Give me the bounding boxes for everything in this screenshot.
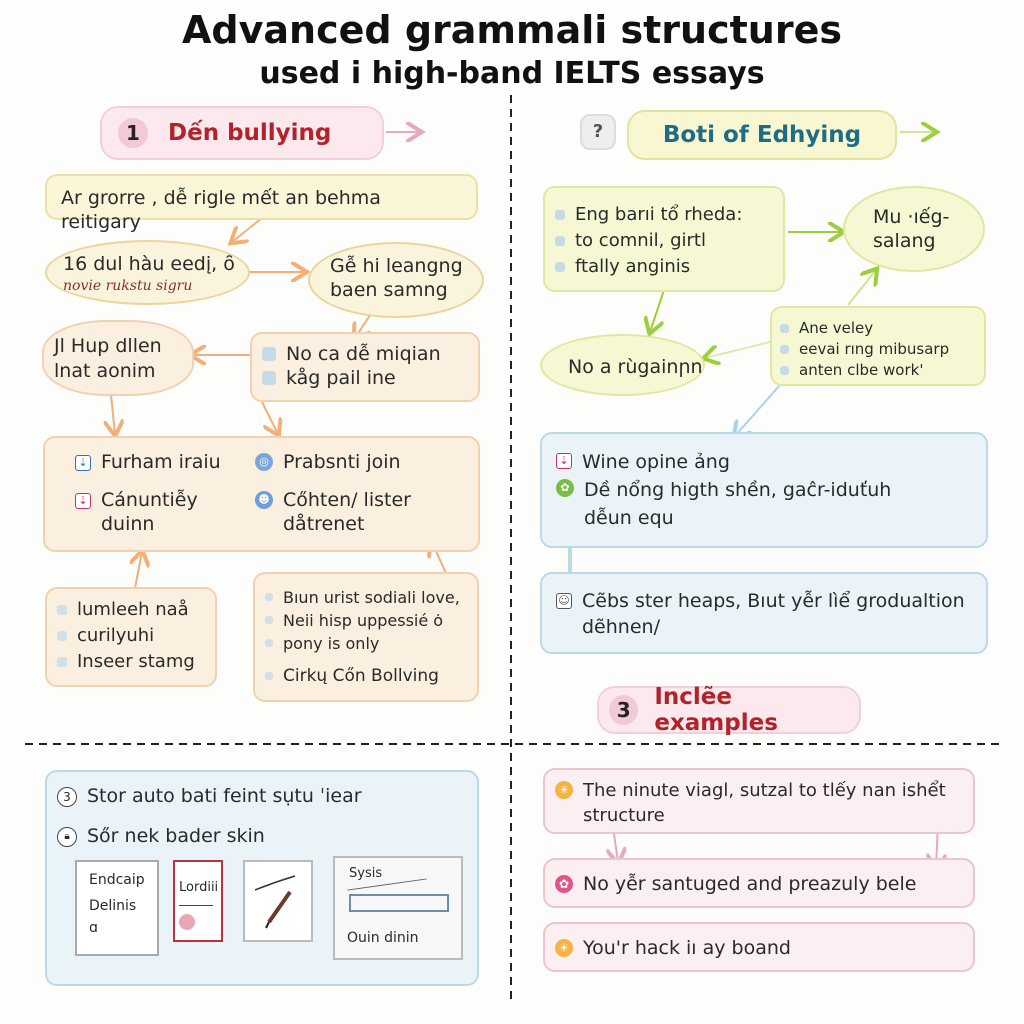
globe-icon: ◎ (255, 453, 273, 471)
bullet-icon (57, 657, 67, 667)
example-card-3 (243, 860, 313, 942)
br-box2-text: No yễr santuged and preazuly bele (583, 873, 917, 895)
card1-line1: Endcaip (89, 872, 145, 888)
grid-item-d (255, 488, 411, 536)
section2-big-box (540, 432, 988, 548)
section1-note-box (253, 572, 479, 702)
bullet-icon (780, 366, 789, 375)
grid-item-b (255, 450, 401, 474)
section3-header (597, 686, 861, 734)
s2-mid-row-2 (780, 339, 976, 360)
section2-list-box (543, 186, 785, 292)
note-row-1 (265, 586, 467, 609)
card1-line2: Delinis (89, 898, 137, 914)
small-list-2: curilyuhi (77, 625, 155, 646)
s2-list-3: ftally anginis (575, 256, 691, 277)
s2-oval-right-line2: salang (873, 230, 936, 252)
s2-big-line3: dễun equ (584, 507, 674, 529)
s2-list-row-2 (555, 228, 773, 254)
note-line-1: Bıun urist sodiali love, (283, 588, 460, 607)
section3-title: Inclẽe examples (654, 684, 778, 736)
s2-big-line1: Wine opine ảng (582, 451, 730, 473)
arrow-s2-4 (705, 342, 770, 358)
bullet-icon (265, 593, 273, 601)
card2-text: Lordiii (179, 880, 219, 895)
section2-number: ? (592, 121, 604, 142)
section2-title: Boti of Edhying (662, 122, 862, 148)
download-icon: ⇣ (75, 455, 91, 471)
bullet-icon (265, 672, 273, 680)
lock-icon: 🔒︎ (57, 827, 77, 847)
s2-list-2: to comnil, girtl (575, 230, 706, 251)
br-box1-line1: The ninute viagl, sutzal to tlếy nan ishểt (583, 780, 946, 801)
pen-icon (245, 862, 311, 940)
bullet-icon (555, 210, 565, 220)
bottom-right-box-3 (543, 922, 975, 972)
grid-item-c (75, 488, 198, 536)
s2-list-1: Eng barıi tổ rheda: (575, 204, 743, 225)
flower-icon: ✿ (555, 875, 573, 893)
br-box1-line2: structure (583, 805, 665, 826)
person-icon: ☻ (255, 491, 273, 509)
grid-item-a (75, 450, 221, 474)
oval-mid-line1: Jl Hup dllen (54, 335, 162, 357)
section1-grid-box (43, 436, 480, 552)
bl-item1-text: Stor auto bati feint sụtu ˈiear (87, 785, 362, 807)
section1-top-box (45, 174, 478, 233)
br-box1-row (555, 778, 963, 828)
bullet-icon (555, 236, 565, 246)
section2-oval-left (540, 334, 705, 396)
bullet-icon (780, 324, 789, 333)
section1-oval-right (308, 242, 484, 318)
grid-item-d-line2: dåtrenet (283, 513, 365, 535)
small-list-3: Inseer stamg (77, 651, 195, 672)
section1-small-list (45, 587, 217, 687)
bullet-icon (265, 616, 273, 624)
card2-underline (179, 905, 213, 906)
arrow-s2-2 (650, 287, 665, 332)
s2-oval-right-line1: Mu ·ıếg- (873, 206, 950, 228)
bullet-icon (265, 639, 273, 647)
bullet-icon (555, 262, 565, 272)
list-row-1 (262, 342, 468, 366)
example-card-2 (173, 860, 223, 942)
oval-right-line2: baen samng (330, 279, 448, 301)
list-row-1-text: No ca dễ miqian (286, 343, 441, 365)
note-line-4: Cirkų Cőn Bollving (283, 666, 439, 686)
bullet-icon (262, 371, 276, 385)
section1-header (100, 106, 384, 160)
bl-item1-badge: 3 (57, 787, 77, 807)
bl-item2-text: Sőr nek bader skin (87, 825, 265, 847)
arrow-s1-7 (135, 552, 142, 588)
s2-mid-1: Ane veley (799, 319, 874, 337)
s2-mid-2: eevai rıng mibusarp (799, 340, 950, 358)
bl-item-2 (57, 824, 265, 848)
br-box3-text: You'r hack iı ay boand (583, 937, 791, 959)
section3-number: 3 (609, 695, 638, 725)
section2-number-badge (580, 114, 616, 150)
section1-oval-mid (42, 320, 194, 396)
s2-small-line1: Cẽbs ster heaps, Bıut yễr lìể grodualtion (582, 590, 965, 612)
card4-bottom: Ouin dinin (347, 930, 419, 946)
download-pink-icon: ⇣ (75, 493, 91, 509)
section1-list-box (250, 332, 480, 402)
card4-top: Sysis (349, 866, 383, 881)
small-list-row-3 (57, 649, 205, 675)
arrow-s2-5 (735, 385, 780, 436)
bottom-right-box-1 (543, 768, 975, 834)
person-icon: ☺ (556, 593, 572, 609)
arrow-s1-6 (262, 402, 278, 434)
grid-item-c-line1: Cánuntiễy (101, 489, 198, 511)
arrow-s2-3 (848, 270, 876, 305)
example-card-4 (333, 856, 463, 960)
s2-big-row-2 (556, 476, 972, 532)
oval-left-line2: novie rukstu sigru (63, 278, 193, 294)
note-line-2: Neii hisp uppessié ȯ (283, 611, 444, 630)
note-row-4 (265, 665, 467, 688)
title-line-1: Advanced grammali structures (182, 8, 842, 52)
title-line-2: used i high-band IELTS essays (259, 56, 765, 91)
bullet-icon (57, 631, 67, 641)
s2-mid-3: anten clbe work' (799, 361, 924, 379)
download-pink-icon: ⇣ (556, 453, 572, 469)
card1-line3: ɑ (89, 920, 98, 936)
card4-input (349, 894, 449, 912)
green-badge-icon: ✿ (556, 479, 574, 497)
section2-small-box (540, 572, 988, 654)
section1-top-text: Ar grorre , dễ rigle mết an behma reitigary (61, 187, 381, 233)
note-row-2 (265, 609, 467, 632)
list-row-2-text: kåg pail ine (286, 367, 396, 389)
sun-icon: ☀ (555, 939, 573, 957)
section2-mid-box (770, 306, 986, 386)
s2-small-line2: dẽhnen/ (582, 616, 660, 638)
bl-item-1 (57, 784, 362, 808)
example-card-1 (75, 860, 159, 956)
bottom-left-panel (45, 770, 479, 986)
s2-list-row-3 (555, 254, 773, 280)
bottom-right-box-2 (543, 858, 975, 908)
s2-big-row-1 (556, 448, 972, 476)
br-box3-row (555, 936, 963, 960)
small-list-row-2 (57, 623, 205, 649)
section1-title: Dến bullying (168, 120, 332, 146)
small-list-1: lumleeh naå (77, 599, 189, 620)
oval-left-line1: 16 dul hàu eedį, ȏ (63, 253, 235, 275)
sun-icon: ☀ (555, 781, 573, 799)
card2-badge-icon (179, 914, 195, 930)
section1-number: 1 (118, 118, 148, 148)
list-row-2 (262, 366, 468, 390)
bullet-icon (780, 345, 789, 354)
note-line-3: pony is only (283, 634, 380, 653)
bullet-icon (57, 605, 67, 615)
s2-big-line2: Dề nổng higth shền, gaĉr-iduťuh (584, 479, 892, 501)
section2-header (627, 110, 897, 160)
arrow-s1-1 (232, 218, 262, 242)
grid-item-a-text: Furham iraiu (101, 451, 221, 473)
bullet-icon (262, 347, 276, 361)
oval-right-line1: Gễ hi leangng (330, 255, 463, 277)
grid-item-d-line1: Cőhten/ lister (283, 489, 411, 511)
small-list-row-1 (57, 597, 205, 623)
br-box2-row (555, 872, 963, 896)
s2-mid-row-1 (780, 318, 976, 339)
note-row-3 (265, 632, 467, 655)
section1-oval-left (45, 240, 250, 305)
s2-oval-left-text: No a rùgainրn (568, 356, 703, 378)
s2-mid-row-3 (780, 360, 976, 381)
grid-item-b-text: Prabsnti join (283, 451, 401, 473)
oval-mid-line2: lnat aonim (54, 360, 156, 382)
s2-list-row-1 (555, 202, 773, 228)
grid-item-c-line2: duinn (101, 513, 155, 535)
section2-oval-right (843, 186, 985, 272)
s2-small-row (556, 588, 972, 640)
